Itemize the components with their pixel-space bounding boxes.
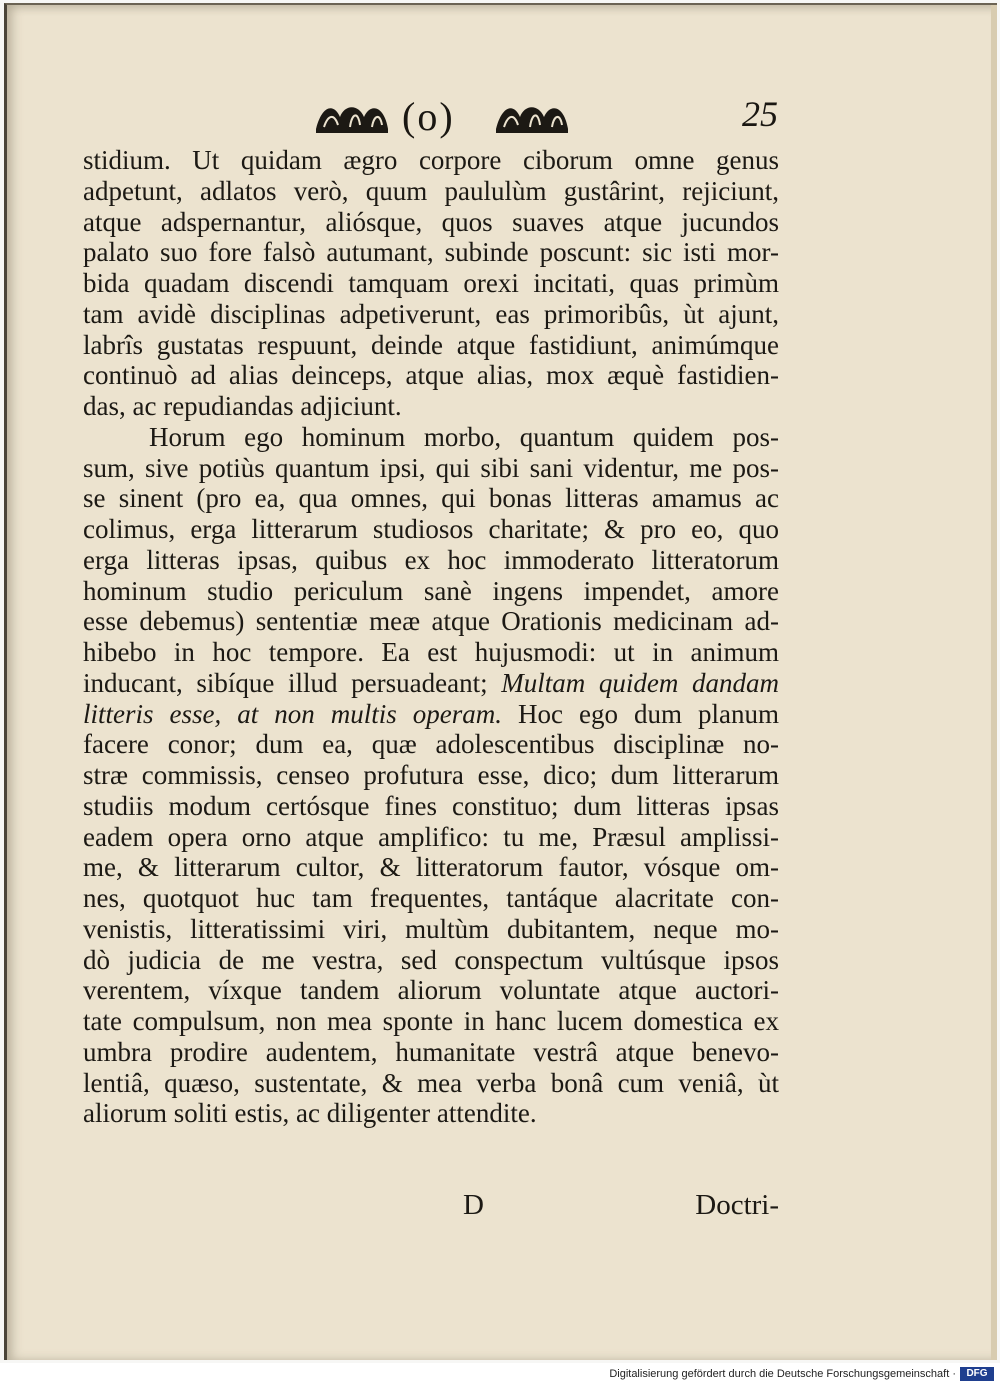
paragraph-start-line: Horum ego hominum morbo, quantum quidem pos- — [149, 421, 779, 452]
text-line: esse debemus) sententiæ meæ atque Orationis medicinam ad- — [83, 606, 779, 637]
text-line: tam avidè disciplinas adpetiverunt, eas primoribûs, ùt ajunt, — [83, 298, 779, 329]
catchword: Doctri- — [695, 1189, 779, 1221]
text-line: tate compulsum, non mea sponte in hanc lucem domestica ex — [83, 1006, 779, 1036]
page-footer — [83, 1189, 779, 1223]
text-line: hominum studio periculum sanè ingens impendet, amore — [83, 575, 779, 606]
text-line — [83, 699, 779, 730]
text-line: dò judicia de me vestra, sed conspectum vultúsque ipsos — [83, 944, 779, 975]
text-line: bida quadam discendi tamquam orexi incitati, quas primùm — [83, 268, 779, 298]
text-line: stidium. Ut quidam ægro corpore ciborum omne genus — [83, 145, 779, 175]
page-number: 25 — [742, 94, 778, 134]
text-line: eadem opera orno atque amplifico: tu me, Præsul amplissi- — [83, 821, 779, 852]
text-line: atque adspernantur, aliósque, quos suaves atque jucundos — [83, 206, 779, 237]
text-line: venistis, litteratissimi viri, multùm dubitantem, neque mo- — [83, 913, 779, 944]
page-edge — [991, 5, 997, 1360]
text-line: se sinent (pro ea, qua omnes, qui bonas litteras amamus ac — [83, 483, 779, 514]
running-header — [307, 93, 787, 143]
text-line: colimus, erga litterarum studiosos charitate; & pro eo, quo — [83, 514, 779, 544]
italic-phrase: litteris esse, at non multis operam. — [83, 698, 503, 729]
text-line: das, ac repudiandas adjiciunt. — [83, 391, 402, 421]
italic-phrase: Multam quidem dandam — [501, 667, 780, 698]
floral-ornament-icon — [492, 99, 572, 135]
text-fragment: Hoc ego dum planum — [518, 698, 779, 729]
dfg-logo-icon: DFG — [960, 1367, 994, 1381]
floral-ornament-icon — [312, 99, 392, 135]
text-line: hibebo in hoc tempore. Ea est hujusmodi: ut in animum — [83, 637, 779, 667]
text-line: labrîs gustatas respuunt, deinde atque fastidiunt, animúmque — [83, 329, 779, 360]
digitization-credit-bar — [0, 1363, 1000, 1386]
text-line: sum, sive potiùs quantum ipsi, qui sibi sani videntur, me pos- — [83, 452, 779, 483]
text-line: lentiâ, quæso, sustentate, & mea verba bonâ cum veniâ, ùt — [83, 1067, 779, 1098]
text-line: aliorum soliti estis, ac diligenter attendite. — [83, 1098, 537, 1129]
text-line: facere conor; dum ea, quæ adolescentibus disciplinæ no- — [83, 729, 779, 760]
text-line: verentem, víxque tandem aliorum voluntate atque auctori- — [83, 975, 779, 1006]
text-line: stræ commissis, censeo profutura esse, dico; dum litterarum — [83, 760, 779, 790]
text-line — [83, 668, 779, 699]
text-line: nes, quotquot huc tam frequentes, tantáque alacritate con- — [83, 883, 779, 913]
text-fragment: inducant, sibíque illud persuadeant; — [83, 667, 488, 698]
signature-mark: D — [463, 1189, 484, 1221]
text-line: erga litteras ipsas, quibus ex hoc immoderato litteratorum — [83, 544, 779, 575]
header-center-mark: (o) — [402, 94, 455, 139]
text-line: me, & litterarum cultor, & litteratorum fautor, vósque om- — [83, 852, 779, 883]
body-text — [83, 145, 779, 1129]
text-line: palato suo fore falsò autumant, subinde poscunt: sic isti mor- — [83, 237, 779, 268]
credit-text: Digitalisierung gefördert durch die Deutsche Forschungsgemeinschaft · — [609, 1368, 956, 1380]
book-page — [4, 3, 997, 1360]
text-line: studiis modum certósque fines constituo; dum litteras ipsas — [83, 790, 779, 821]
text-line: continuò ad alias deinceps, atque alias, mox æquè fastidien- — [83, 360, 779, 391]
text-line: umbra prodire audentem, humanitate vestrâ atque benevo- — [83, 1036, 779, 1067]
text-line: adpetunt, adlatos verò, quum paululùm gustârint, rejiciunt, — [83, 175, 779, 206]
